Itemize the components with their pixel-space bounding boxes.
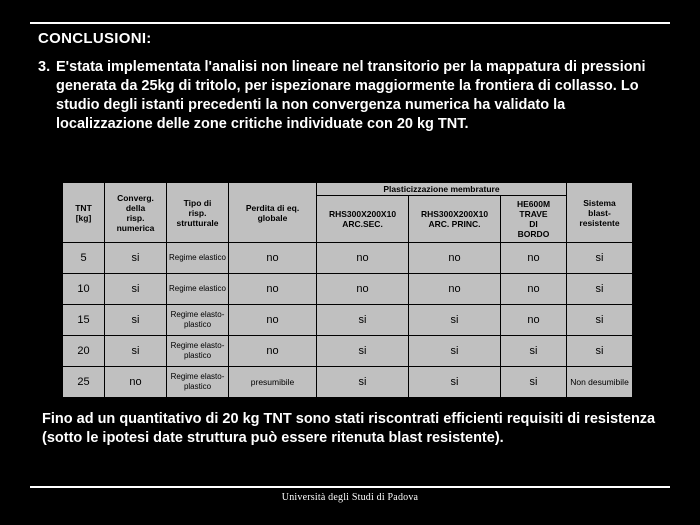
header-sistema-line3: resistente — [579, 217, 620, 228]
header-perdita-equilibrio — [229, 183, 317, 243]
cell-convergenza: si — [105, 243, 167, 274]
cell-tnt: 15 — [63, 305, 105, 336]
header-tnt-line2: [kg] — [75, 212, 92, 223]
table-body — [63, 243, 633, 398]
results-table-wrapper — [62, 182, 632, 398]
slide-footer: Università degli Studi di Padova — [281, 492, 419, 503]
cell-tipo-risposta: Regime elasto-plastico — [167, 367, 229, 398]
cell-tipo-risposta: Regime elastico — [167, 243, 229, 274]
header-sistema-line2: blast- — [588, 207, 611, 218]
header-rhs-sec-line1: RHS300X200X10 — [328, 209, 397, 219]
cell-tnt: 10 — [63, 274, 105, 305]
header-sistema-blast — [567, 183, 633, 243]
cell-he600m-trave: si — [501, 367, 567, 398]
header-rhs-arco-secondario — [317, 196, 409, 243]
table-row — [63, 336, 633, 367]
header-convergenza-line4: numerica — [116, 222, 155, 233]
cell-perdita-equilibrio: no — [229, 243, 317, 274]
cell-rhs-arco-secondario: si — [317, 336, 409, 367]
header-rhs-arco-principale — [409, 196, 501, 243]
bullet-number: 3. — [38, 59, 51, 75]
header-tnt — [63, 183, 105, 243]
header-perdita-line2: globale — [257, 212, 288, 223]
cell-tnt: 5 — [63, 243, 105, 274]
cell-he600m-trave: no — [501, 274, 567, 305]
cell-sistema-blast: Non desumibile — [567, 367, 633, 398]
page-title: CONCLUSIONI: — [38, 30, 152, 47]
cell-rhs-arco-principale: no — [409, 274, 501, 305]
top-divider — [30, 22, 670, 24]
cell-tipo-risposta: Regime elastico — [167, 274, 229, 305]
table-row — [63, 305, 633, 336]
header-convergenza — [105, 183, 167, 243]
header-tipo-line1: Tipo di — [183, 197, 212, 208]
cell-convergenza: si — [105, 305, 167, 336]
header-rhs-sec-line2: ARC.SEC. — [342, 219, 383, 229]
cell-perdita-equilibrio: presumibile — [229, 367, 317, 398]
table-row — [63, 274, 633, 305]
header-tipo-line2: risp. — [188, 207, 207, 218]
closing-text: Fino ad un quantitativo di 20 kg TNT sono stati riscontrati efficienti requisiti di resistenza (sotto le ipotesi date struttura può essere ritenuta blast resistente). — [42, 411, 656, 446]
cell-convergenza: si — [105, 274, 167, 305]
table-row — [63, 243, 633, 274]
cell-tnt: 20 — [63, 336, 105, 367]
cell-perdita-equilibrio: no — [229, 274, 317, 305]
cell-perdita-equilibrio: no — [229, 336, 317, 367]
header-he600m-line1: HE600M — [516, 199, 551, 209]
cell-rhs-arco-secondario: si — [317, 305, 409, 336]
cell-rhs-arco-principale: si — [409, 367, 501, 398]
bullet-text: E'stata implementata l'analisi non lineare nel transitorio per la mappatura di pressioni generata da 25kg di tritolo, per ispezionare maggiormente la frontiera di collasso. Lo studio degli istanti precedenti la non convergenza numerica ha validato la localizzazione delle zone critiche individuate con 20 kg TNT. — [56, 59, 646, 132]
header-plasticizzazione-group: Plasticizzazione membrature — [317, 183, 567, 196]
cell-he600m-trave: si — [501, 336, 567, 367]
table-header — [63, 183, 633, 243]
header-rhs-princ-line2: ARC. PRINC. — [428, 219, 481, 229]
cell-rhs-arco-principale: si — [409, 336, 501, 367]
header-convergenza-line1: Converg. — [117, 192, 154, 203]
cell-tipo-risposta: Regime elasto-plastico — [167, 305, 229, 336]
cell-rhs-arco-secondario: no — [317, 274, 409, 305]
header-he600m-line3: DI — [529, 219, 538, 229]
cell-he600m-trave: no — [501, 243, 567, 274]
header-perdita-line1: Perdita di eq. — [245, 202, 300, 213]
header-tnt-line1: TNT — [75, 202, 92, 213]
header-he600m-trave — [501, 196, 567, 243]
header-convergenza-line3: risp. — [126, 212, 145, 223]
cell-perdita-equilibrio: no — [229, 305, 317, 336]
cell-rhs-arco-secondario: si — [317, 367, 409, 398]
cell-tnt: 25 — [63, 367, 105, 398]
cell-rhs-arco-secondario: no — [317, 243, 409, 274]
cell-sistema-blast: si — [567, 336, 633, 367]
cell-sistema-blast: si — [567, 274, 633, 305]
cell-convergenza: no — [105, 367, 167, 398]
conclusion-bullet — [38, 58, 662, 134]
cell-tipo-risposta: Regime elasto-plastico — [167, 336, 229, 367]
header-tipo-line3: strutturale — [176, 217, 219, 228]
cell-rhs-arco-principale: si — [409, 305, 501, 336]
header-sistema-line1: Sistema — [583, 197, 616, 208]
cell-rhs-arco-principale: no — [409, 243, 501, 274]
cell-he600m-trave: no — [501, 305, 567, 336]
bottom-divider — [30, 486, 670, 488]
header-he600m-line2: TRAVE — [519, 209, 548, 219]
table-row — [63, 367, 633, 398]
table-header-group-row — [63, 183, 633, 196]
header-rhs-princ-line1: RHS300X200X10 — [420, 209, 489, 219]
results-table — [62, 182, 633, 398]
cell-sistema-blast: si — [567, 243, 633, 274]
cell-convergenza: si — [105, 336, 167, 367]
header-tipo-risposta — [167, 183, 229, 243]
header-convergenza-line2: della — [125, 202, 146, 213]
header-he600m-line4: BORDO — [517, 229, 550, 239]
cell-sistema-blast: si — [567, 305, 633, 336]
